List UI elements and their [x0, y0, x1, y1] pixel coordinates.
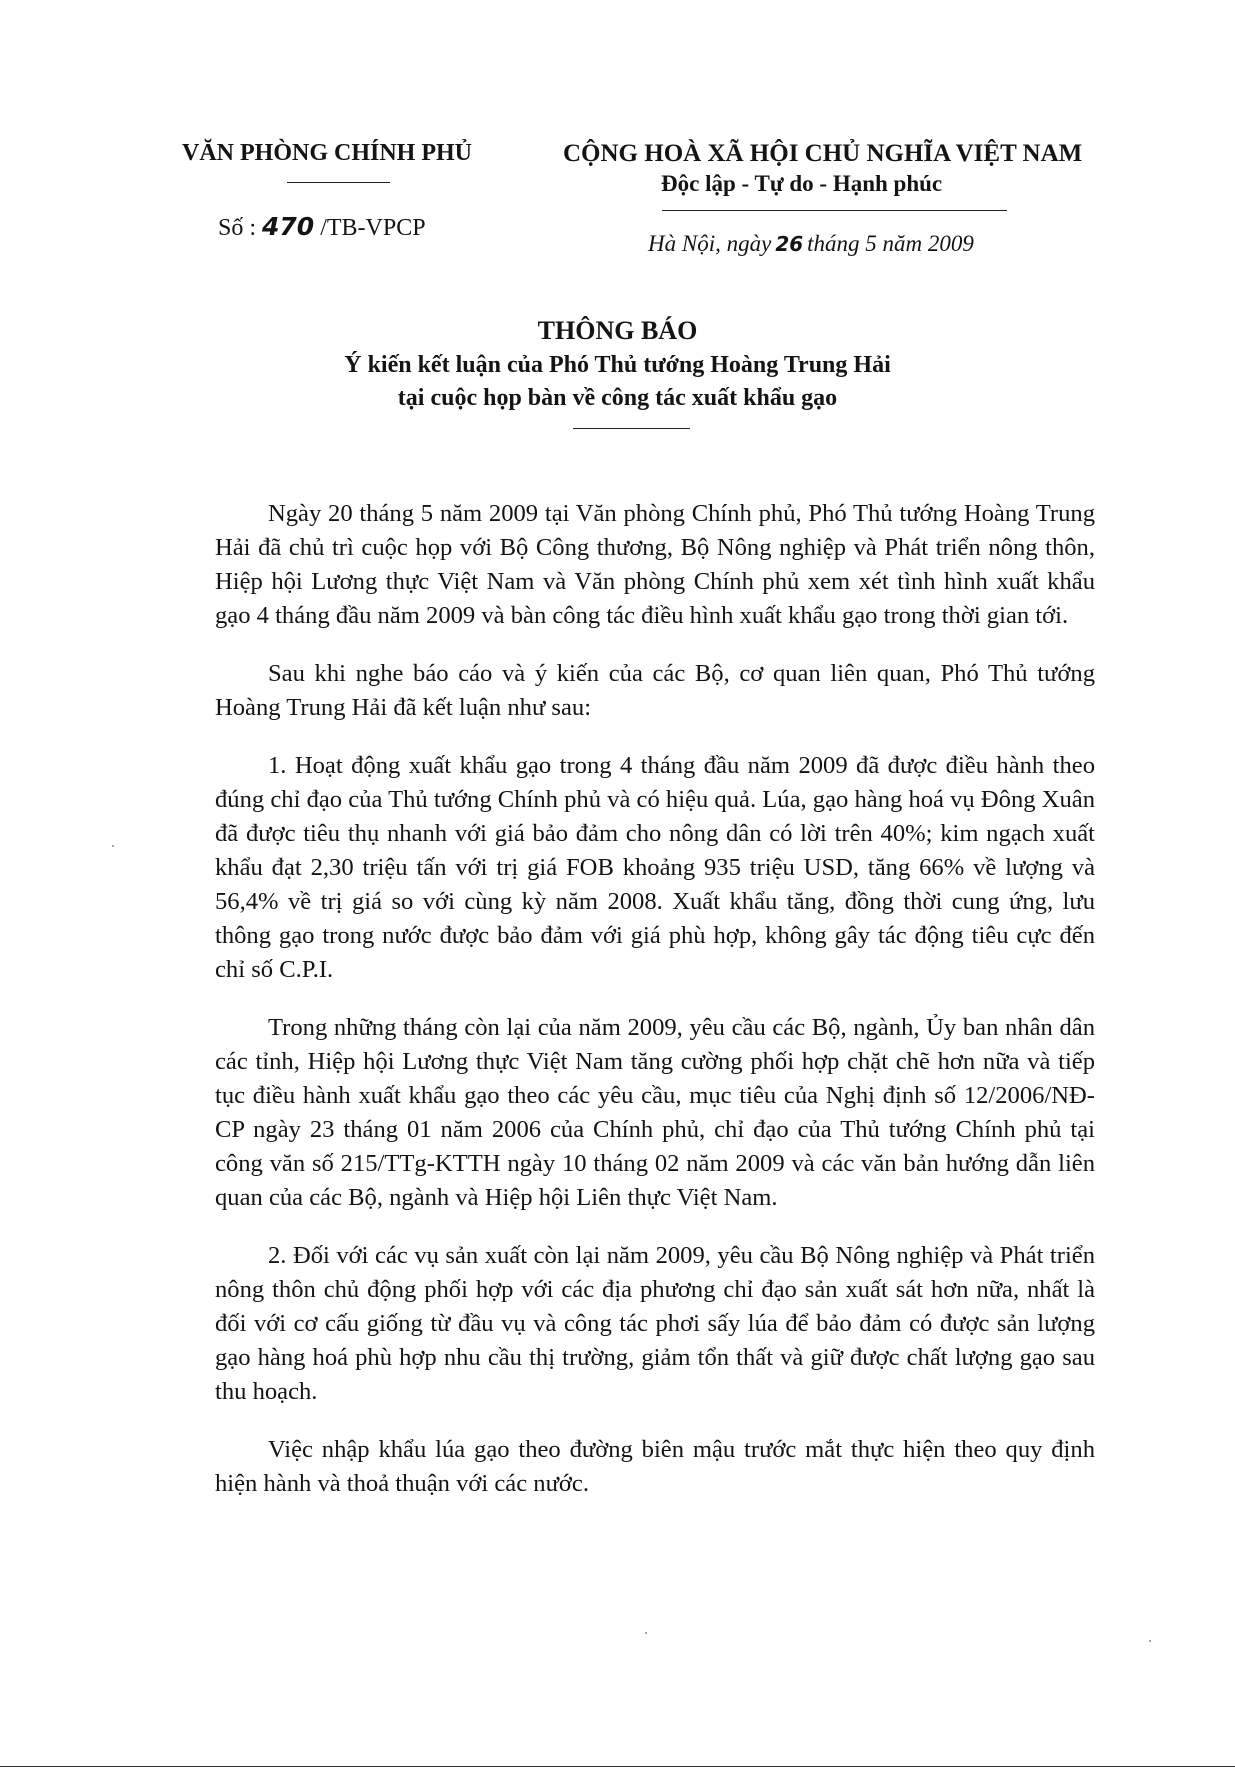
scan-speck [645, 1632, 647, 1634]
issuing-agency: VĂN PHÒNG CHÍNH PHỦ [182, 140, 472, 166]
doc-number-suffix: /TB-VPCP [320, 215, 426, 241]
document-title: THÔNG BÁO [537, 316, 698, 345]
paragraph-intro: Ngày 20 tháng 5 năm 2009 tại Văn phòng Chính phủ, Phó Thủ tướng Hoàng Trung Hải đã chủ trì cuộc họp với Bộ Công thương, Bộ Nông nghiệp và Phát triển nông thôn, Hiệp hội Lương thực Việt Nam và Văn phòng Chính phủ xem xét tình hình xuất khẩu gạo 4 tháng đầu năm 2009 và bàn công tác điều hình xuất khẩu gạo trong thời gian tới. [215, 500, 1095, 629]
agency-underline [287, 182, 390, 183]
scan-speck [112, 845, 114, 847]
date-day-handwritten: 26 [775, 232, 804, 256]
date-suffix: tháng 5 năm 2009 [807, 231, 974, 256]
document-subtitle-line1: Ý kiến kết luận của Phó Thủ tướng Hoàng Trung Hải [344, 352, 891, 378]
doc-number-handwritten: 470 [262, 212, 315, 241]
national-motto: Độc lập - Tự do - Hạnh phúc [661, 171, 943, 196]
national-title: CỘNG HOÀ XÃ HỘI CHỦ NGHĨA VIỆT NAM [563, 140, 1083, 167]
paragraph-import: Việc nhập khẩu lúa gạo theo đường biên mậu trước mắt thực hiện theo quy định hiện hành và thoả thuận với các nước. [215, 1436, 1095, 1497]
scan-speck [1149, 1640, 1151, 1642]
document-body [215, 497, 1095, 1525]
title-underline [573, 428, 690, 429]
document-number [218, 212, 426, 242]
date-prefix: Hà Nội, ngày [648, 231, 772, 256]
scan-bottom-edge [0, 1766, 1235, 1767]
place-date [648, 231, 974, 257]
paragraph-remaining-months: Trong những tháng còn lại của năm 2009, yêu cầu các Bộ, ngành, Ủy ban nhân dân các tỉnh, Hiệp hội Lương thực Việt Nam tăng cường phối hợp chặt chẽ hơn nữa và tiếp tục điều hành xuất khẩu gạo theo các yêu cầu, mục tiêu của Nghị định số 12/2006/NĐ-CP ngày 23 tháng 01 năm 2006 của Chính phủ, chỉ đạo của Thủ tướng Chính phủ tại công văn số 215/TTg-KTTH ngày 10 tháng 02 năm 2009 và các văn bản hướng dẫn liên quan của các Bộ, ngành và Hiệp hội Liên thực Việt Nam. [215, 1014, 1095, 1211]
motto-underline [662, 210, 1007, 211]
paragraph-item-2: 2. Đối với các vụ sản xuất còn lại năm 2009, yêu cầu Bộ Nông nghiệp và Phát triển nông thôn chủ động phối hợp với các địa phương chỉ đạo sản xuất sát hơn nữa, nhất là đối với cơ cấu giống từ đầu vụ và công tác phơi sấy lúa để bảo đảm có được sản lượng gạo hàng hoá phù hợp nhu cầu thị trường, giảm tổn thất và giữ được chất lượng gạo sau thu hoạch. [215, 1242, 1095, 1405]
document-subtitle-line2: tại cuộc họp bàn về công tác xuất khẩu gạo [397, 385, 838, 411]
doc-number-prefix: Số : [218, 215, 257, 241]
paragraph-item-1: 1. Hoạt động xuất khẩu gạo trong 4 tháng đầu năm 2009 đã được điều hành theo đúng chỉ đạo của Thủ tướng Chính phủ và có hiệu quả. Lúa, gạo hàng hoá vụ Đông Xuân đã được tiêu thụ nhanh với giá bảo đảm cho nông dân có lời trên 40%; kim ngạch xuất khẩu đạt 2,30 triệu tấn với trị giá FOB khoảng 935 triệu USD, tăng 66% về lượng và 56,4% về trị giá so với cùng kỳ năm 2008. Xuất khẩu tăng, đồng thời cung ứng, lưu thông gạo trong nước được bảo đảm với giá phù hợp, không gây tác động tiêu cực đến chỉ số C.P.I. [215, 752, 1095, 983]
paragraph-conclusion-lead: Sau khi nghe báo cáo và ý kiến của các Bộ, cơ quan liên quan, Phó Thủ tướng Hoàng Trung Hải đã kết luận như sau: [215, 660, 1095, 721]
